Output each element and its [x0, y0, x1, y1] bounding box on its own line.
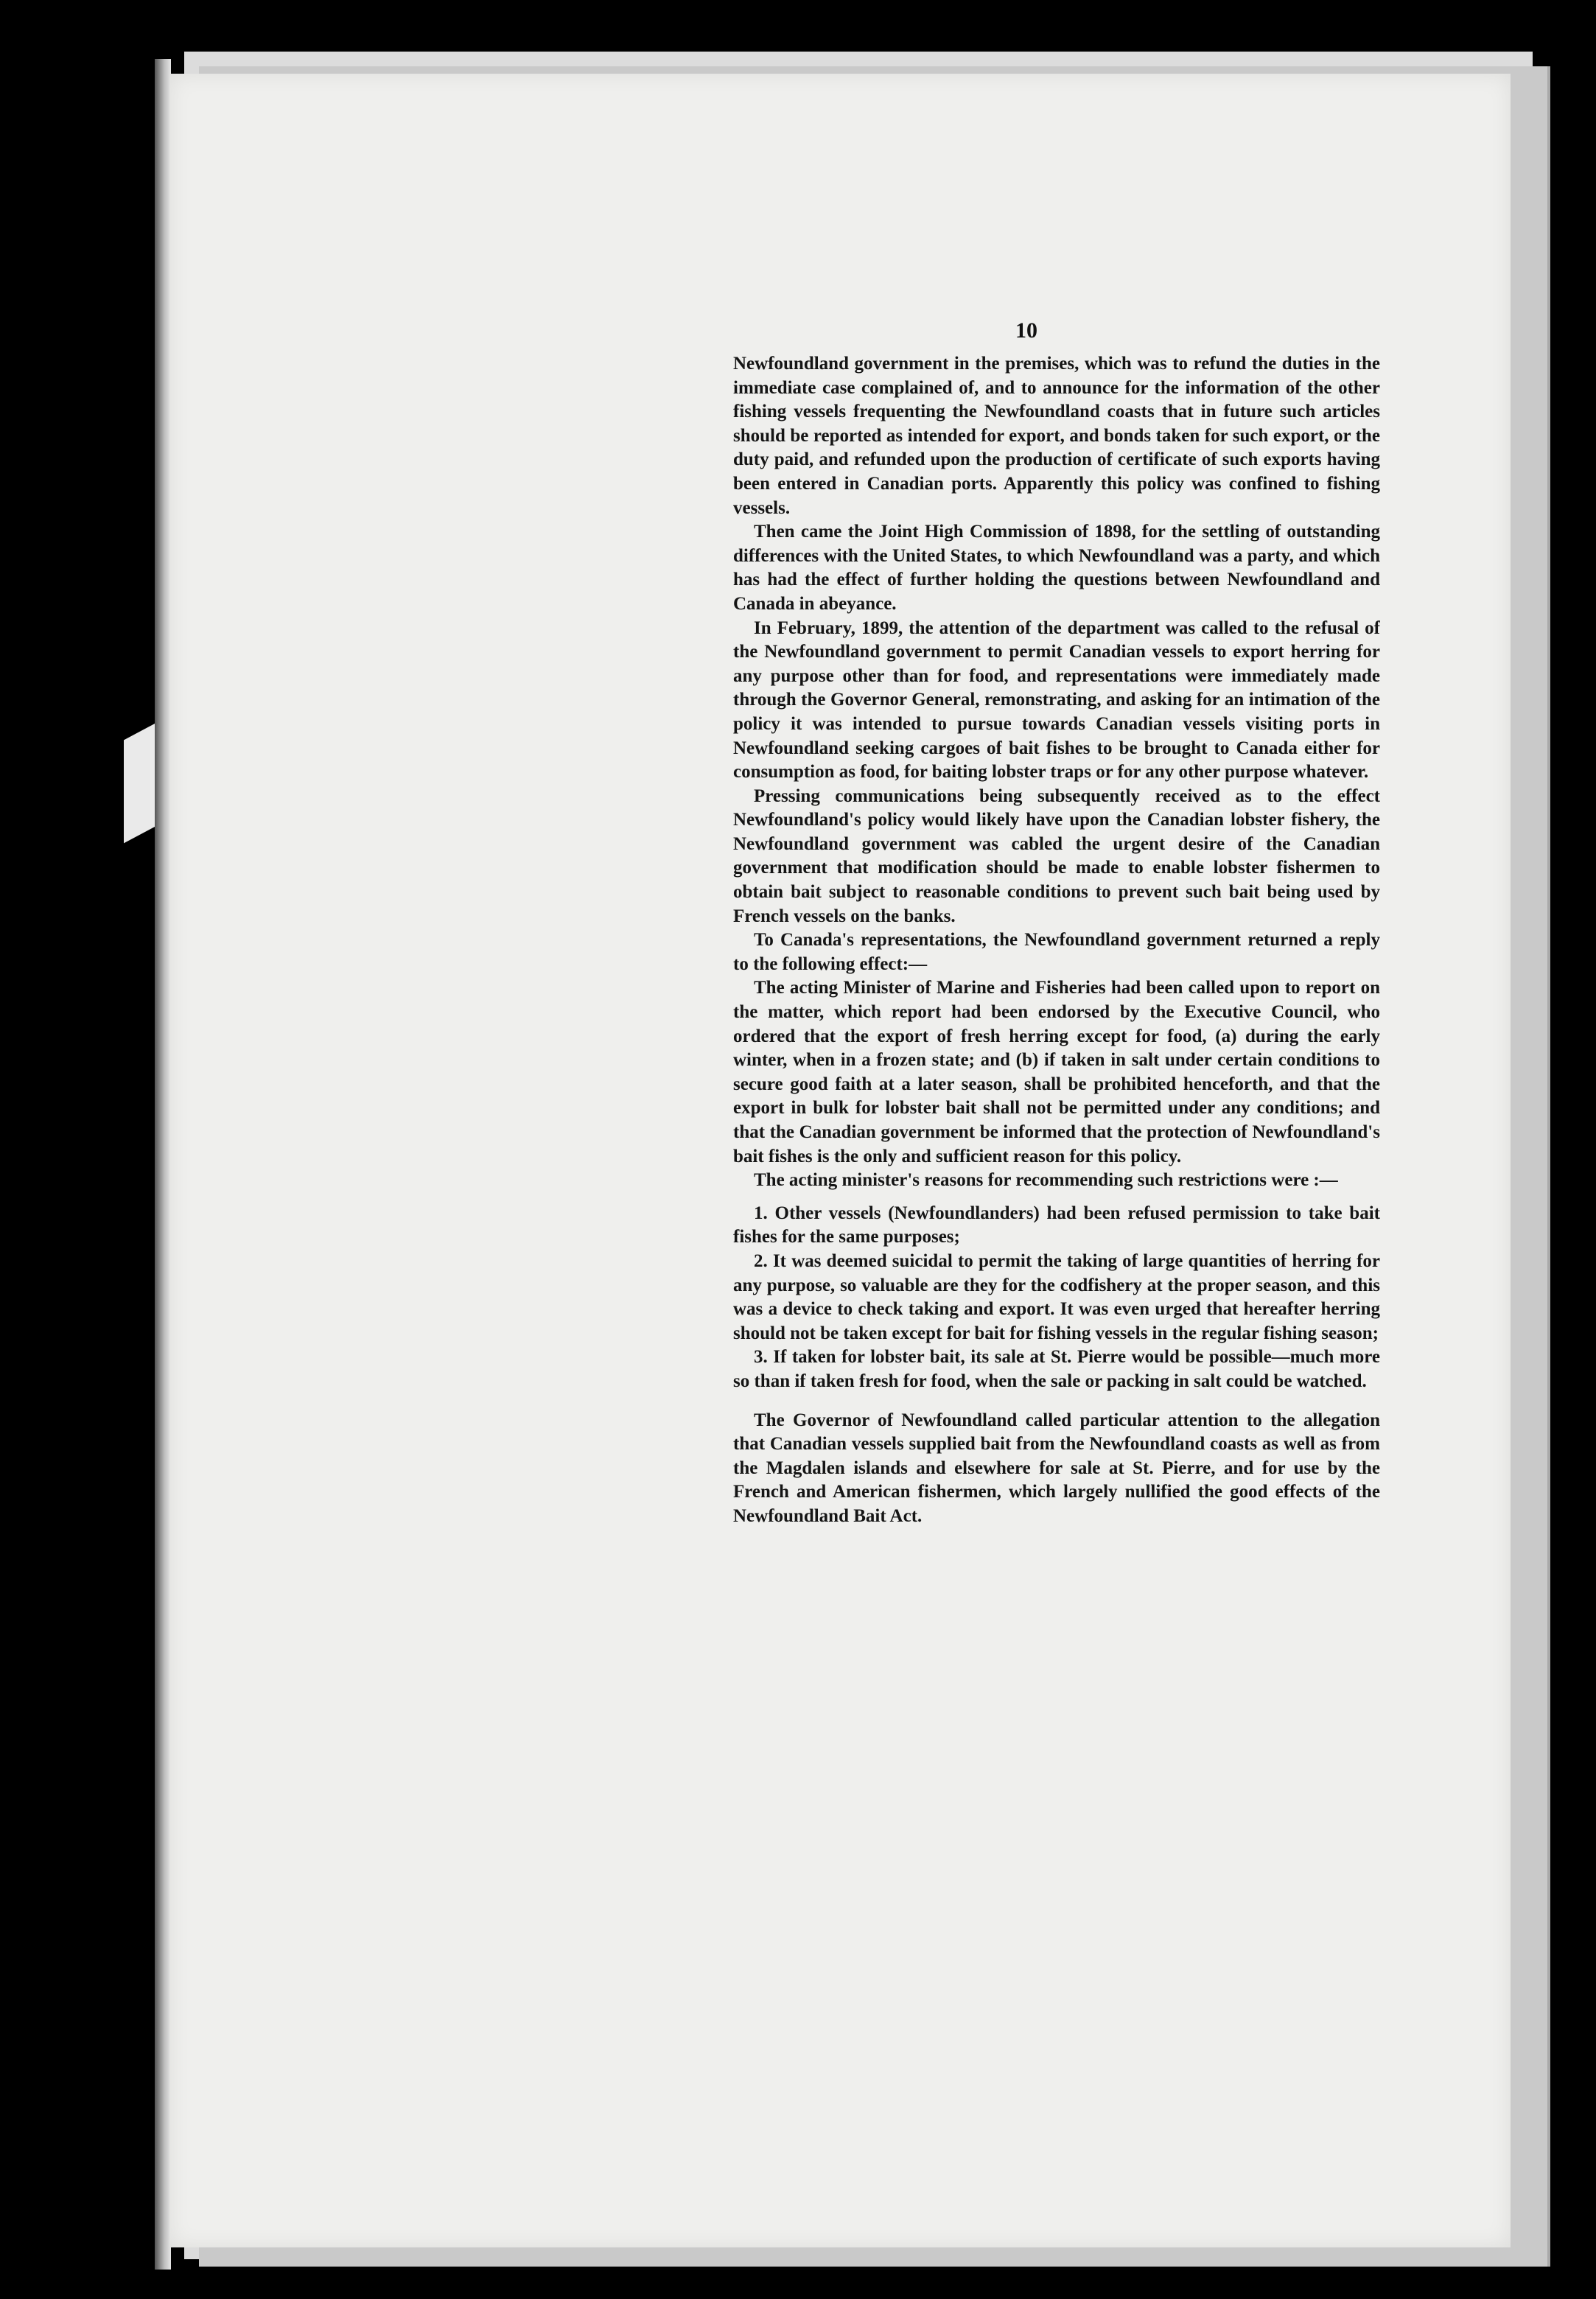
list-item: 3. If taken for lobster bait, its sale at St. Pierre would be possible—much more so than if taken fresh for food, when the sale or packing in salt could be watched. [733, 1347, 1380, 1391]
page-binding-edge [155, 59, 171, 2270]
paragraph: Then came the Joint High Commission of 1898, for the settling of outstanding differences with the United States, to which Newfoundland was a party, and which has had the effect of further holding the questions between Newfoundland and Canada in abeyance. [733, 522, 1380, 614]
body-text [733, 352, 1380, 1959]
paragraph: Pressing communications being subsequently received as to the effect Newfoundland's policy would likely have upon the Canadian lobster fishery, the Newfoundland government was cabled the urgent desire of the Canadian government that modification should be made to enable lobster fishermen to obtain bait subject to reasonable conditions to prevent such bait being used by French vessels on the banks. [733, 785, 1380, 926]
list-item: 1. Other vessels (Newfoundlanders) had been refused permission to take bait fishes for the same purposes; [733, 1203, 1380, 1248]
paragraph: To Canada's representations, the Newfoundland government returned a reply to the following effect:— [733, 930, 1380, 974]
page-number: 10 [1015, 318, 1037, 343]
paragraph: The acting Minister of Marine and Fisheries had been called upon to report on the matter, which report had been endorsed by the Executive Council, who ordered that the export of fresh herring except for food, (a) during the early winter, when in a frozen state; and (b) if taken in salt under certain conditions to secure good faith at a later season, shall be prohibited henceforth, and that the export in bulk for lobster bait shall not be permitted under any conditions; and that the Canadian government be informed that the protection of Newfoundland's bait fishes is the only and sufficient reason for this policy. [733, 978, 1380, 1166]
paragraph: In February, 1899, the attention of the department was called to the refusal of the Newfoundland government to permit Canadian vessels to export herring for any purpose other than for food, and representations were immediately made through the Governor General, remonstrating, and asking for an intimation of the policy it was intended to pursue towards Canadian vessels visiting ports in Newfoundland seeking cargoes of bait fishes to be brought to Canada either for consumption as food, for baiting lobster traps or for any other purpose whatever. [733, 617, 1380, 783]
paragraph: The acting minister's reasons for recommending such restrictions were :— [754, 1170, 1338, 1191]
closing-paragraph: The Governor of Newfoundland called particular attention to the allegation that Canadian vessels supplied bait from the Newfoundland coasts as well as from the Magdalen islands and elsewhere for sale at St. Pierre, and for use by the French and American fishermen, which largely nullified the good effects of the Newfoundland Bait Act. [733, 1410, 1380, 1526]
paragraph: Newfoundland government in the premises, which was to refund the duties in the immediate case complained of, and to announce for the information of the other fishing vessels frequenting the Newfoundland coasts that in future such articles should be reported as intended for export, and bonds taken for such export, or the duty paid, and refunded upon the production of certificate of such exports having been entered in Canadian ports. Apparently this policy was confined to fishing vessels. [733, 354, 1380, 518]
list-item: 2. It was deemed suicidal to permit the taking of large quantities of herring for any purpose, so valuable are they for the codfishery at the proper season, and this was a device to check taking and export. It was even urged that hereafter herring should not be taken except for bait for fishing vessels in the regular fishing season; [733, 1250, 1380, 1343]
